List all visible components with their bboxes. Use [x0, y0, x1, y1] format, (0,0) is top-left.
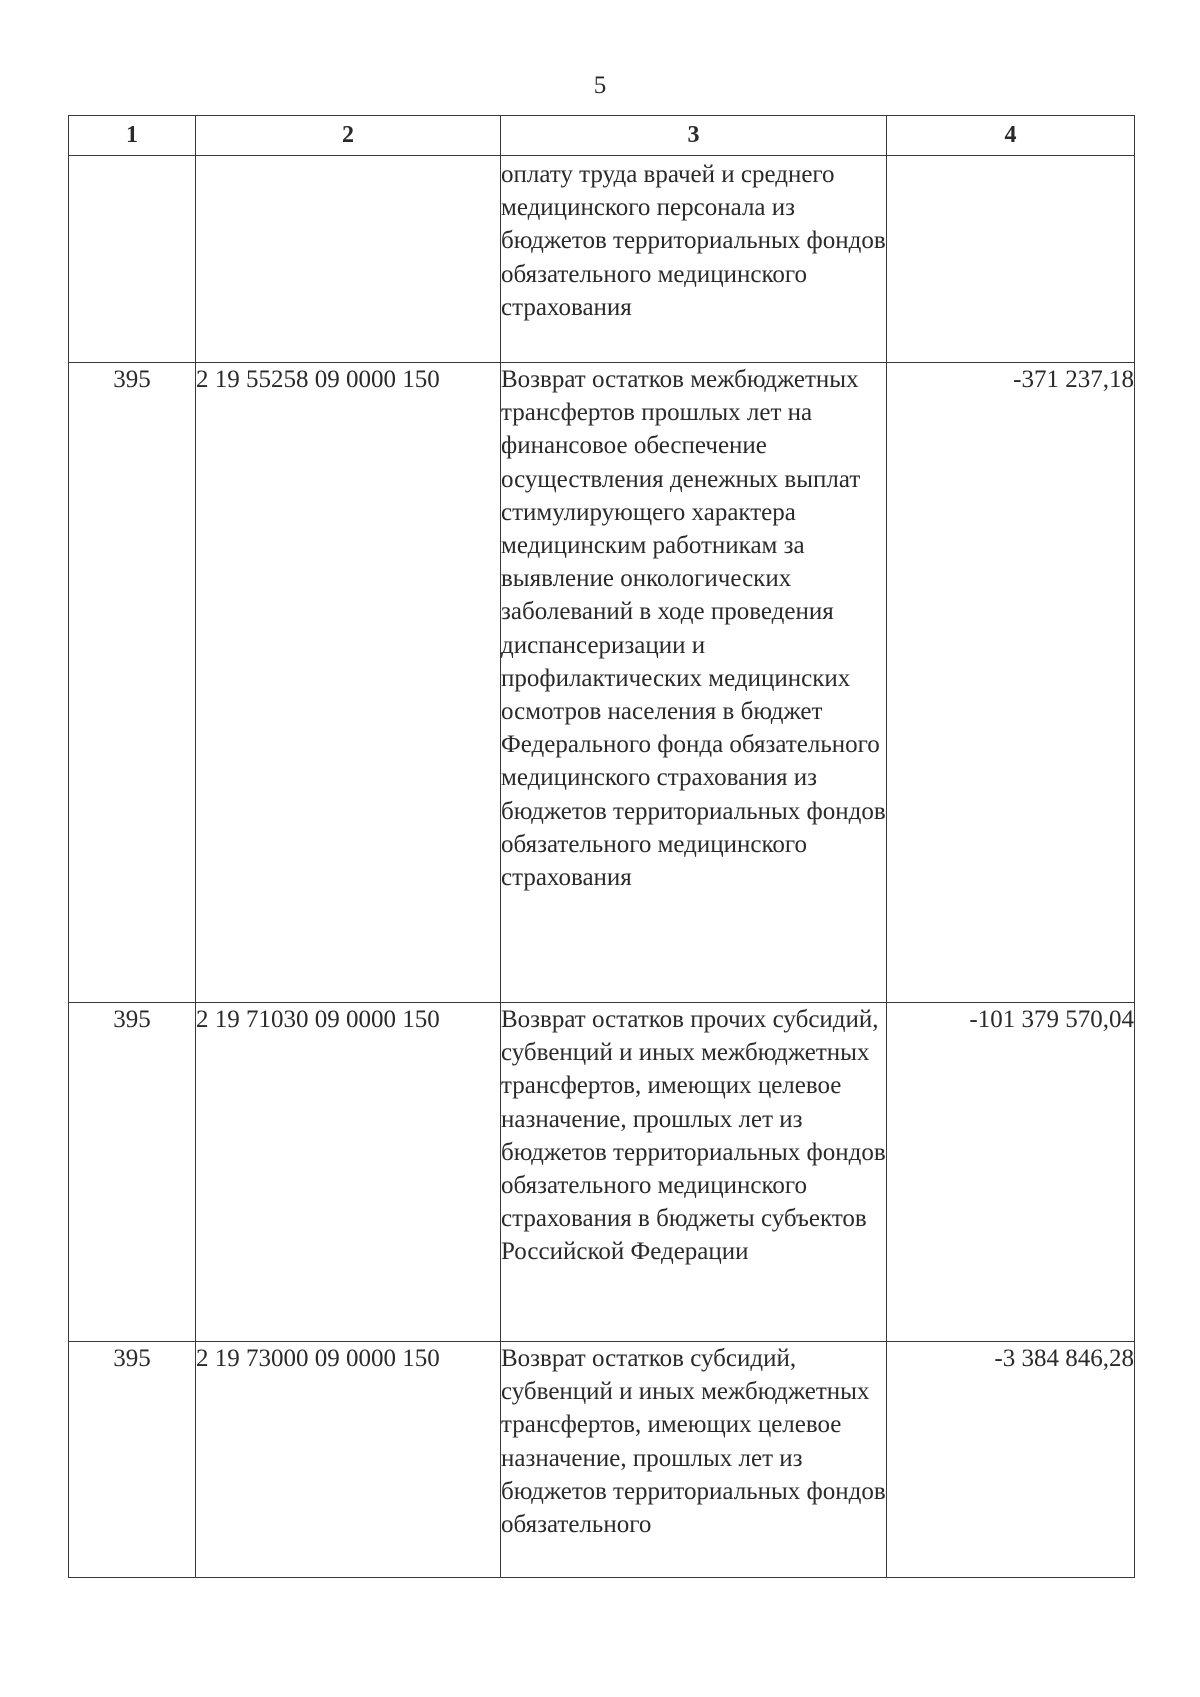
amount-cell: -3 384 846,28 — [887, 1342, 1135, 1578]
column-header-1: 1 — [69, 116, 196, 156]
kbk-cell: 2 19 73000 09 0000 150 — [196, 1342, 501, 1578]
kbk-cell: 2 19 55258 09 0000 150 — [196, 363, 501, 1003]
amount-cell: -371 237,18 — [887, 363, 1135, 1003]
description-cell: оплату труда врачей и среднего медицинского персонала из бюджетов территориальных фондов обязательного медицинского страхования — [501, 156, 887, 363]
table-row — [69, 1003, 1135, 1342]
table-header-row — [69, 116, 1135, 156]
admin-code-cell: 395 — [69, 363, 196, 1003]
admin-code-cell — [69, 156, 196, 363]
table-row — [69, 1342, 1135, 1578]
table-row — [69, 363, 1135, 1003]
column-header-3: 3 — [501, 116, 887, 156]
admin-code-cell: 395 — [69, 1003, 196, 1342]
table-row-continuation — [69, 156, 1135, 363]
description-cell: Возврат остатков субсидий, субвенций и иных межбюджетных трансфертов, имеющих целевое назначение, прошлых лет из бюджетов территориальных фондов обязательного — [501, 1342, 887, 1578]
page-number: 5 — [593, 72, 607, 99]
budget-table — [68, 115, 1135, 1578]
amount-cell: -101 379 570,04 — [887, 1003, 1135, 1342]
admin-code-cell: 395 — [69, 1342, 196, 1578]
kbk-cell — [196, 156, 501, 363]
kbk-cell: 2 19 71030 09 0000 150 — [196, 1003, 501, 1342]
amount-cell — [887, 156, 1135, 363]
description-cell: Возврат остатков межбюджетных трансфертов прошлых лет на финансовое обеспечение осуществления денежных выплат стимулирующего характера медицинским работникам за выявление онкологических заболеваний в ходе проведения диспансеризации и профилактических медицинских осмотров населения в бюджет Федерального фонда обязательного медицинского страхования из бюджетов территориальных фондов обязательного медицинского страхования — [501, 363, 887, 1003]
column-header-2: 2 — [196, 116, 501, 156]
column-header-4: 4 — [887, 116, 1135, 156]
description-cell: Возврат остатков прочих субсидий, субвенций и иных межбюджетных трансфертов, имеющих целевое назначение, прошлых лет из бюджетов территориальных фондов обязательного медицинского страхования в бюджеты субъектов Российской Федерации — [501, 1003, 887, 1342]
